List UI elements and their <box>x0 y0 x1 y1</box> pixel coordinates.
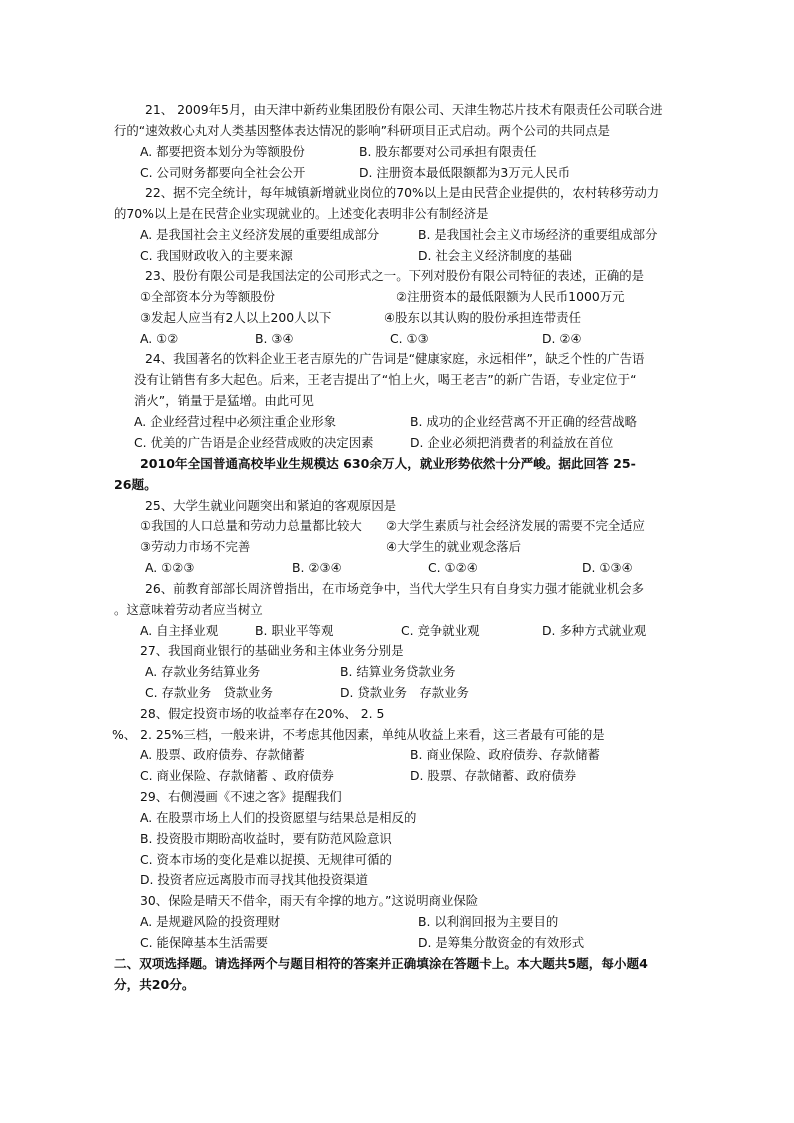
q21-option-d: D. 注册资本最低限额都为3万元人民币 <box>359 165 571 180</box>
q25-option-d: D. ①③④ <box>582 560 633 575</box>
q21-option-b: B. 股东都要对公司承担有限责任 <box>359 144 537 159</box>
q24-stem-line3: 消火”，销量于是猛增。由此可见 <box>134 393 314 408</box>
q21-stem-line2: 行的“速效救心丸对人类基因整体表达情况的影响”科研项目正式启动。两个公司的共同点是 <box>114 123 611 138</box>
q29-stem-line1: 29、右侧漫画《不速之客》提醒我们 <box>140 789 342 804</box>
q29-option-b: B. 投资股市期盼高收益时，要有防范风险意识 <box>140 831 392 846</box>
q26-option-a: A. 自主择业观 <box>140 623 219 638</box>
q27-option-c: C. 存款业务 贷款业务 <box>145 685 274 700</box>
q24-stem-line1: 24、我国著名的饮料企业王老吉原先的广告词是“健康家庭，永远相伴”，缺乏个性的广告语 <box>145 351 645 366</box>
q22-stem-line1: 22、据不完全统计，每年城镇新增就业岗位的70%以上是由民营企业提供的，农村转移劳动力 <box>145 185 660 200</box>
q25-option-a: A. ①②③ <box>145 560 195 575</box>
passage-intro-line2: 26题。 <box>114 477 157 492</box>
q26-stem-line2: 。这意味着劳动者应当树立 <box>114 602 263 617</box>
q23-statement-3: ③发起人应当有2人以上200人以下 <box>140 310 332 325</box>
section2-heading-line1: 二、双项选择题。请选择两个与题目相符的答案并正确填涂在答题卡上。本大题共5题，每小题4 <box>114 956 648 971</box>
q22-option-a: A. 是我国社会主义经济发展的重要组成部分 <box>140 227 380 242</box>
q27-option-d: D. 贷款业务 存款业务 <box>340 685 469 700</box>
q25-option-b: B. ②③④ <box>292 560 342 575</box>
q29-option-c: C. 资本市场的变化是难以捉摸、无规律可循的 <box>140 852 392 867</box>
q25-statement-1: ①我国的人口总量和劳动力总量都比较大 <box>140 518 362 533</box>
q29-option-a: A. 在股票市场上人们的投资愿望与结果总是相反的 <box>140 810 417 825</box>
q28-stem-line2: %、 2. 25%三档，一般来讲，不考虑其他因素，单纯从收益上来看，这三者最有可能的是 <box>112 727 605 742</box>
q30-option-d: D. 是筹集分散资金的有效形式 <box>418 935 585 950</box>
q24-option-b: B. 成功的企业经营离不开正确的经营战略 <box>410 414 638 429</box>
q27-option-b: B. 结算业务贷款业务 <box>340 664 456 679</box>
q22-option-c: C. 我国财政收入的主要来源 <box>140 248 293 263</box>
q23-stem-line1: 23、股份有限公司是我国法定的公司形式之一。下列对股份有限公司特征的表述，正确的是 <box>145 268 645 283</box>
q23-option-b: B. ③④ <box>255 331 294 346</box>
q28-option-b: B. 商业保险、政府债券、存款储蓄 <box>410 747 600 762</box>
q27-stem-line1: 27、我国商业银行的基础业务和主体业务分别是 <box>140 643 404 658</box>
q21-stem-line1: 21、 2009年5月，由天津中新药业集团股份有限公司、天津生物芯片技术有限责任公司联合进 <box>145 102 663 117</box>
q21-option-c: C. 公司财务都要向全社会公开 <box>140 165 306 180</box>
q30-option-a: A. 是规避风险的投资理财 <box>140 914 281 929</box>
q30-option-c: C. 能保障基本生活需要 <box>140 935 269 950</box>
q26-option-b: B. 职业平等观 <box>255 623 334 638</box>
q28-option-d: D. 股票、存款储蓄、政府债券 <box>410 768 577 783</box>
q23-option-c: C. ①③ <box>390 331 429 346</box>
q26-option-d: D. 多种方式就业观 <box>542 623 647 638</box>
q28-stem-line1: 28、假定投资市场的收益率存在20%、 2. 5 <box>140 706 385 721</box>
q25-statement-2: ②大学生素质与社会经济发展的需要不完全适应 <box>386 518 645 533</box>
q26-stem-line1: 26、前教育部部长周济曾指出，在市场竞争中，当代大学生只有自身实力强才能就业机会多 <box>145 581 645 596</box>
section2-heading-line2: 分，共20分。 <box>114 977 195 992</box>
q24-option-a: A. 企业经营过程中必须注重企业形象 <box>134 414 336 429</box>
q26-option-c: C. 竞争就业观 <box>401 623 480 638</box>
q21-option-a: A. 都要把资本划分为等额股份 <box>140 144 305 159</box>
q30-option-b: B. 以利润回报为主要目的 <box>418 914 559 929</box>
q27-option-a: A. 存款业务结算业务 <box>145 664 261 679</box>
q23-statement-1: ①全部资本分为等额股份 <box>140 289 276 304</box>
q23-option-a: A. ①② <box>140 331 179 346</box>
q24-stem-line2: 没有让销售有多大起色。后来，王老吉提出了“怕上火，喝王老吉”的新广告语，专业定位于“ <box>134 372 637 387</box>
q22-stem-line2: 的70%以上是在民营企业实现就业的。上述变化表明非公有制经济是 <box>114 206 489 221</box>
q23-option-d: D. ②④ <box>542 331 582 346</box>
q23-statement-4: ④股东以其认购的股份承担连带责任 <box>384 310 581 325</box>
q24-option-d: D. 企业必须把消费者的利益放在首位 <box>410 435 614 450</box>
q28-option-c: C. 商业保险、存款储蓄 、政府债券 <box>140 768 334 783</box>
q25-statement-3: ③劳动力市场不完善 <box>140 539 251 554</box>
passage-intro-line1: 2010年全国普通高校毕业生规模达 630余万人，就业形势依然十分严峻。据此回答 25- <box>140 456 636 471</box>
q22-option-d: D. 社会主义经济制度的基础 <box>418 248 572 263</box>
q29-option-d: D. 投资者应远离股市而寻找其他投资渠道 <box>140 872 369 887</box>
q23-statement-2: ②注册资本的最低限额为人民币1000万元 <box>396 289 625 304</box>
q25-option-c: C. ①②④ <box>428 560 478 575</box>
q25-stem-line1: 25、大学生就业问题突出和紧迫的客观原因是 <box>145 498 397 513</box>
q22-option-b: B. 是我国社会主义市场经济的重要组成部分 <box>418 227 658 242</box>
q24-option-c: C. 优美的广告语是企业经营成败的决定因素 <box>134 435 374 450</box>
q25-statement-4: ④大学生的就业观念落后 <box>386 539 522 554</box>
q30-stem-line1: 30、保险是晴天不借伞，雨天有伞撑的地方。”这说明商业保险 <box>140 893 479 908</box>
q28-option-a: A. 股票、政府债券、存款储蓄 <box>140 747 305 762</box>
